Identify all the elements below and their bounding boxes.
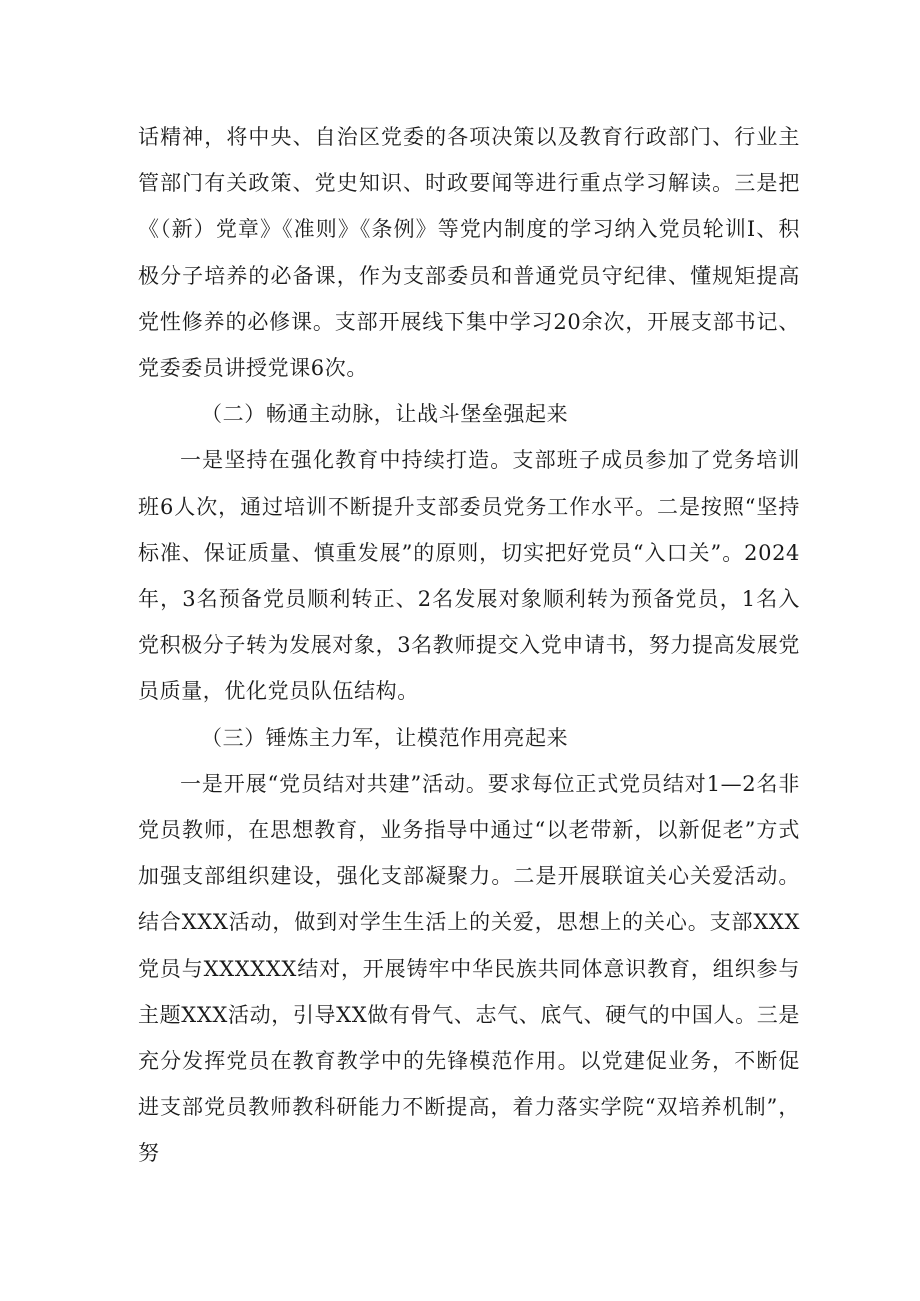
paragraph-section-2: 一是坚持在强化教育中持续打造。支部班子成员参加了党务培训班6人次，通过培训不断提升支部委员党务工作水平。二是按照“坚持标准、保证质量、慎重发展”的原则，切实把好党员“入口关”。2024年，3名预备党员顺利转正、2名发展对象顺利转为预备党员，1名入党积极分子转为发展对象，3名教师提交入党申请书，努力提高发展党员质量，优化党员队伍结构。 [138,448,800,704]
paragraph-section-3: 一是开展“党员结对共建”活动。要求每位正式党员结对1—2名非党员教师，在思想教育，业务指导中通过“以老带新，以新促老”方式加强支部组织建设，强化支部凝聚力。二是开展联谊关心关爱活动。结合XXX活动，做到对学生生活上的关爱，思想上的关心。支部XXX党员与XXXXXX结对，开展铸牢中华民族共同体意识教育，组织参与主题XXX活动，引导XX做有骨气、志气、底气、硬气的中国人。三是充分发挥党员在教育教学中的先锋模范作用。以党建促业务，不断促进支部党员教师教科研能力不断提高，着力落实学院“双培养机制”，努 [138,771,800,1166]
section-heading-2: （二）畅通主动脉，让战斗堡垒强起来 [201,402,569,427]
paragraph-continuation: 话精神，将中央、自治区党委的各项决策以及教育行政部门、行业主管部门有关政策、党史知识、时政要闻等进行重点学习解读。三是把《（新）党章》《准则》《条例》等党内制度的学习纳入党员轮训I、积极分子培养的必备课，作为支部委员和普通党员守纪律、懂规矩提高党性修养的必修课。支部开展线下集中学习20余次，开展支部书记、党委委员讲授党课6次。 [138,125,800,381]
section-heading-3: （三）锤炼主力军，让模范作用亮起来 [201,725,569,750]
